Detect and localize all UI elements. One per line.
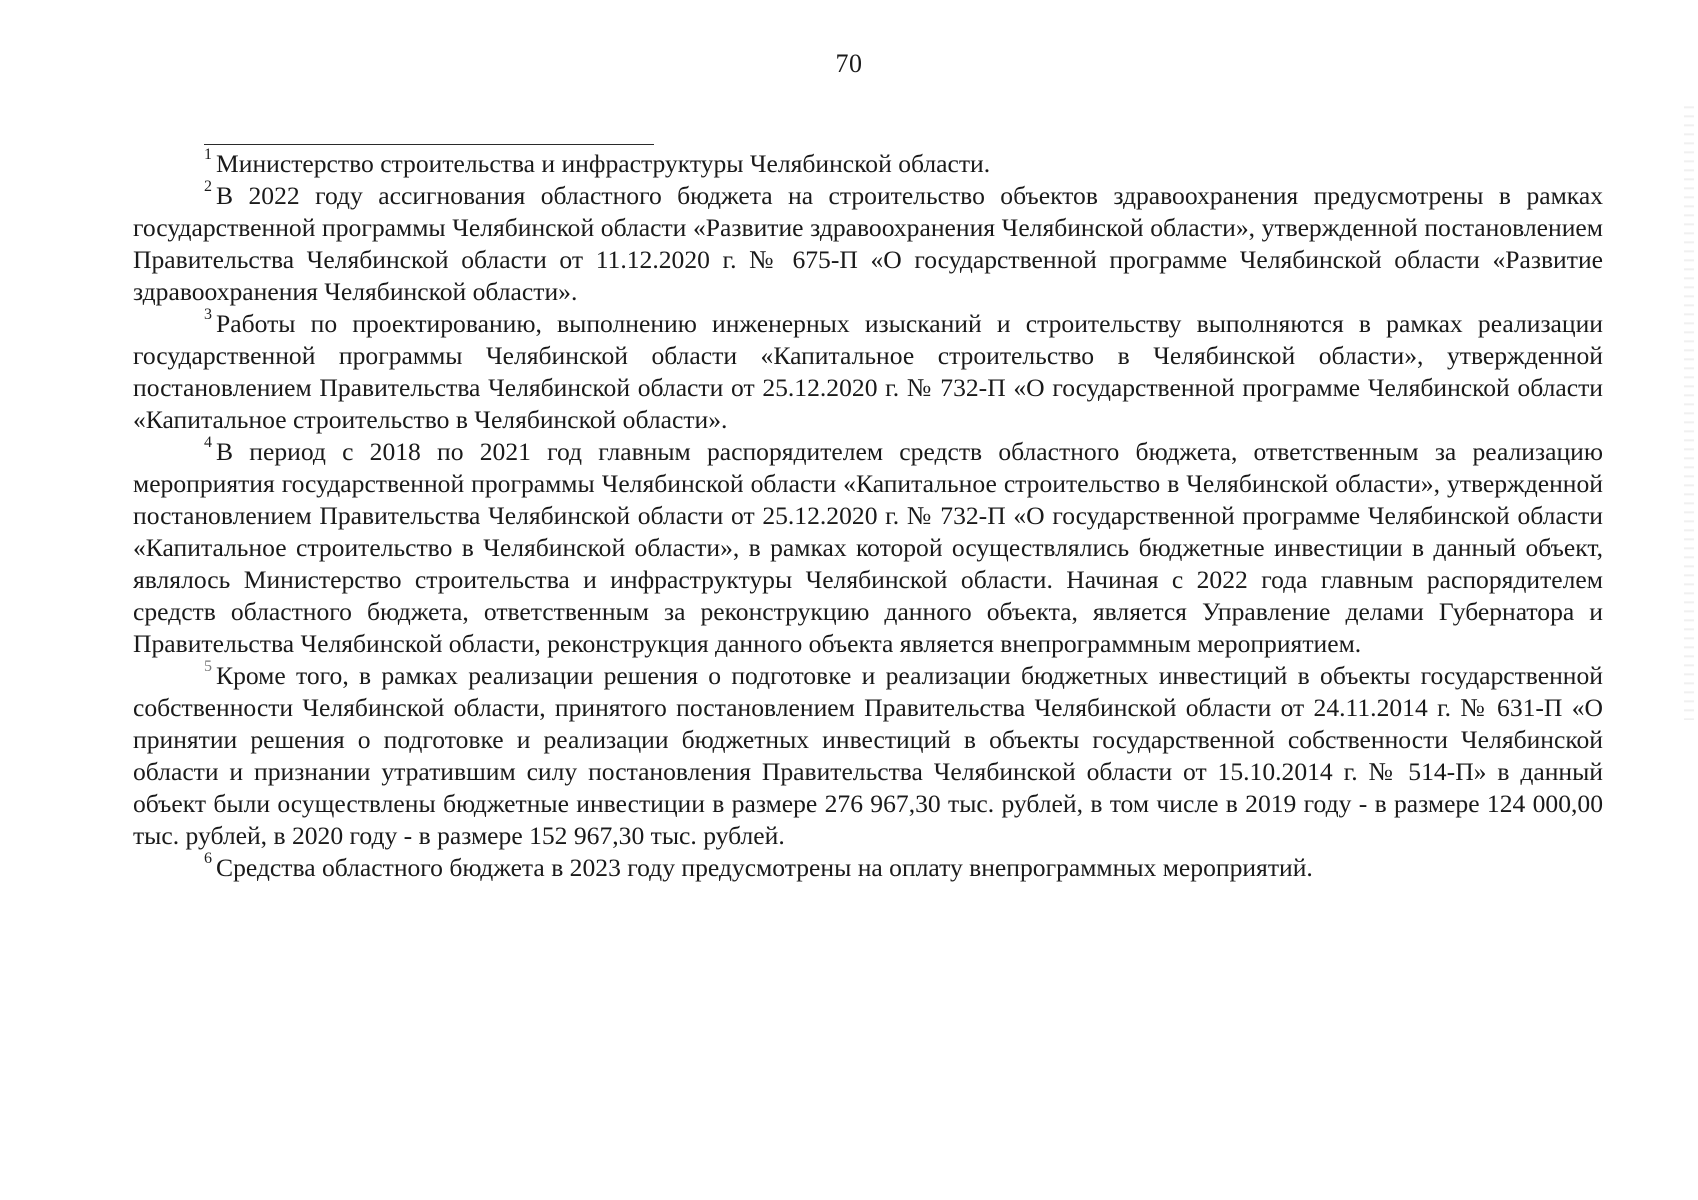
footnote-marker: 6 [204, 850, 212, 868]
page-number: 70 [835, 49, 863, 78]
footnote-marker: 2 [204, 178, 212, 196]
footnote-text: Кроме того, в рамках реализации решения о подготовке и реализации бюджетных инвестиций в объекты государственной собственности Челябинской области, принятого постановлением Правительства Челябинской области от 24.11.2014 г. № 631-П «О принятии решения о подготовке и реализации бюджетных инвестиций в объекты государственной собственности Челябинской области и признании утратившим силу постановления Правительства Челябинской области от 15.10.2014 г. № 514-П» в данный объект были осуществлены бюджетные инвестиции в размере 276 967,30 тыс. рублей, в том числе в 2019 году - в размере 124 000,00 тыс. рублей, в 2020 году - в размере 152 967,30 тыс. рублей. [133, 661, 1603, 850]
footnote-5 [133, 660, 1603, 852]
footnote-marker: 5 [204, 658, 212, 676]
footnote-marker: 1 [204, 146, 212, 164]
footnote-text: Работы по проектированию, выполнению инженерных изысканий и строительству выполняются в рамках реализации государственной программы Челябинской области «Капитальное строительство в Челябинской области», утвержденной постановлением Правительства Челябинской области от 25.12.2020 г. № 732-П «О государственной программе Челябинской области «Капитальное строительство в Челябинской области». [133, 309, 1603, 434]
scan-edge-artifact [1684, 100, 1694, 720]
footnote-separator [204, 144, 654, 145]
footnote-4 [133, 436, 1603, 660]
footnote-1 [133, 148, 1603, 180]
footnote-text: В 2022 году ассигнования областного бюджета на строительство объектов здравоохранения предусмотрены в рамках государственной программы Челябинской области «Развитие здравоохранения Челябинской области», утвержденной постановлением Правительства Челябинской области от 11.12.2020 г. № 675-П «О государственной программе Челябинской области «Развитие здравоохранения Челябинской области». [133, 181, 1603, 306]
footnote-2 [133, 180, 1603, 308]
footnote-3 [133, 308, 1603, 436]
footnotes-section [133, 148, 1603, 884]
footnote-text: В период с 2018 по 2021 год главным распорядителем средств областного бюджета, ответственным за реализацию мероприятия государственной программы Челябинской области «Капитальное строительство в Челябинской области», утвержденной постановлением Правительства Челябинской области от 25.12.2020 г. № 732-П «О государственной программе Челябинской области «Капитальное строительство в Челябинской области», в рамках которой осуществлялись бюджетные инвестиции в данный объект, являлось Министерство строительства и инфраструктуры Челябинской области. Начиная с 2022 года главным распорядителем средств областного бюджета, ответственным за реконструкцию данного объекта, является Управление делами Губернатора и Правительства Челябинской области, реконструкция данного объекта является внепрограммным мероприятием. [133, 437, 1603, 658]
footnote-text: Средства областного бюджета в 2023 году предусмотрены на оплату внепрограммных мероприятий. [216, 853, 1313, 882]
footnote-6 [133, 852, 1603, 884]
footnote-marker: 4 [204, 434, 212, 452]
footnote-marker: 3 [204, 306, 212, 324]
footnote-text: Министерство строительства и инфраструктуры Челябинской области. [216, 149, 991, 178]
